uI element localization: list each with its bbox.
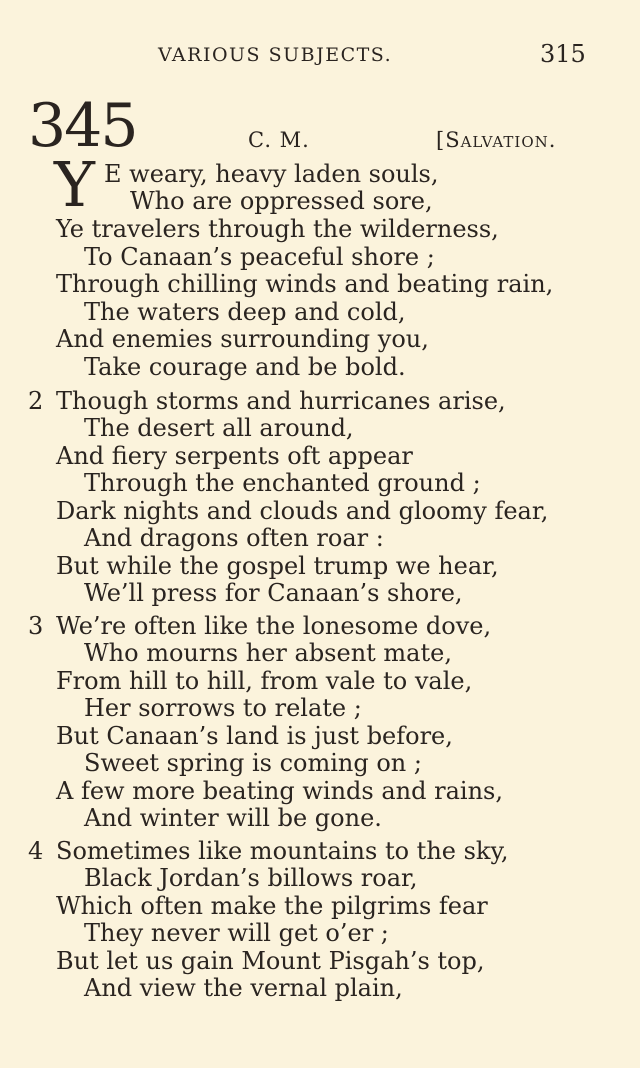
verse-line: Through chilling winds and beating rain, — [56, 270, 554, 298]
verse-line: From hill to hill, from vale to vale, — [56, 667, 473, 695]
verse-line: Her sorrows to relate ; — [84, 694, 362, 722]
verse-line: Ye travelers through the wilderness, — [56, 215, 499, 243]
hymn-number: 345 — [28, 91, 137, 161]
page-number: 315 — [540, 40, 586, 68]
verse-line: Black Jordan’s billows roar, — [84, 864, 418, 892]
verse-line: E weary, heavy laden souls, — [104, 160, 439, 188]
verse-line: Though storms and hurricanes arise, — [56, 387, 506, 415]
verse-line: But let us gain Mount Pisgah’s top, — [56, 947, 485, 975]
hymn-tune: [Salvation. — [436, 128, 557, 152]
verse-line: Through the enchanted ground ; — [84, 469, 481, 497]
stanza-number: 4 — [28, 837, 44, 865]
verse-line: But while the gospel trump we hear, — [56, 552, 499, 580]
verse-line: And view the vernal plain, — [84, 974, 403, 1002]
verse-line: A few more beating winds and rains, — [56, 777, 503, 805]
verse-line: And fiery serpents oft appear — [56, 442, 413, 470]
stanza-number: 3 — [28, 612, 44, 640]
verse-line: Who are oppressed sore, — [130, 187, 433, 215]
verse-line: To Canaan’s peaceful shore ; — [84, 243, 435, 271]
running-head: VARIOUS SUBJECTS. — [158, 44, 393, 66]
verse-line: The desert all around, — [84, 414, 354, 442]
verse-line: But Canaan’s land is just before, — [56, 722, 453, 750]
verse-line: They never will get o’er ; — [84, 919, 389, 947]
verse-line: Sometimes like mountains to the sky, — [56, 837, 509, 865]
drop-cap: Y — [54, 148, 95, 221]
verse-line: And enemies surrounding you, — [56, 325, 429, 353]
verse-line: The waters deep and cold, — [84, 298, 406, 326]
verse-line: Which often make the pilgrims fear — [56, 892, 488, 920]
verse-line: We’ll press for Canaan’s shore, — [84, 579, 463, 607]
verse-line: Dark nights and clouds and gloomy fear, — [56, 497, 549, 525]
verse-line: And dragons often roar : — [84, 524, 384, 552]
verse-line: Sweet spring is coming on ; — [84, 749, 422, 777]
verse-line: And winter will be gone. — [84, 804, 382, 832]
stanza-number: 2 — [28, 387, 44, 415]
verse-line: Take courage and be bold. — [84, 353, 406, 381]
verse-line: Who mourns her absent mate, — [84, 639, 452, 667]
verse-line: We’re often like the lonesome dove, — [56, 612, 492, 640]
hymn-meter: C. M. — [248, 128, 310, 152]
